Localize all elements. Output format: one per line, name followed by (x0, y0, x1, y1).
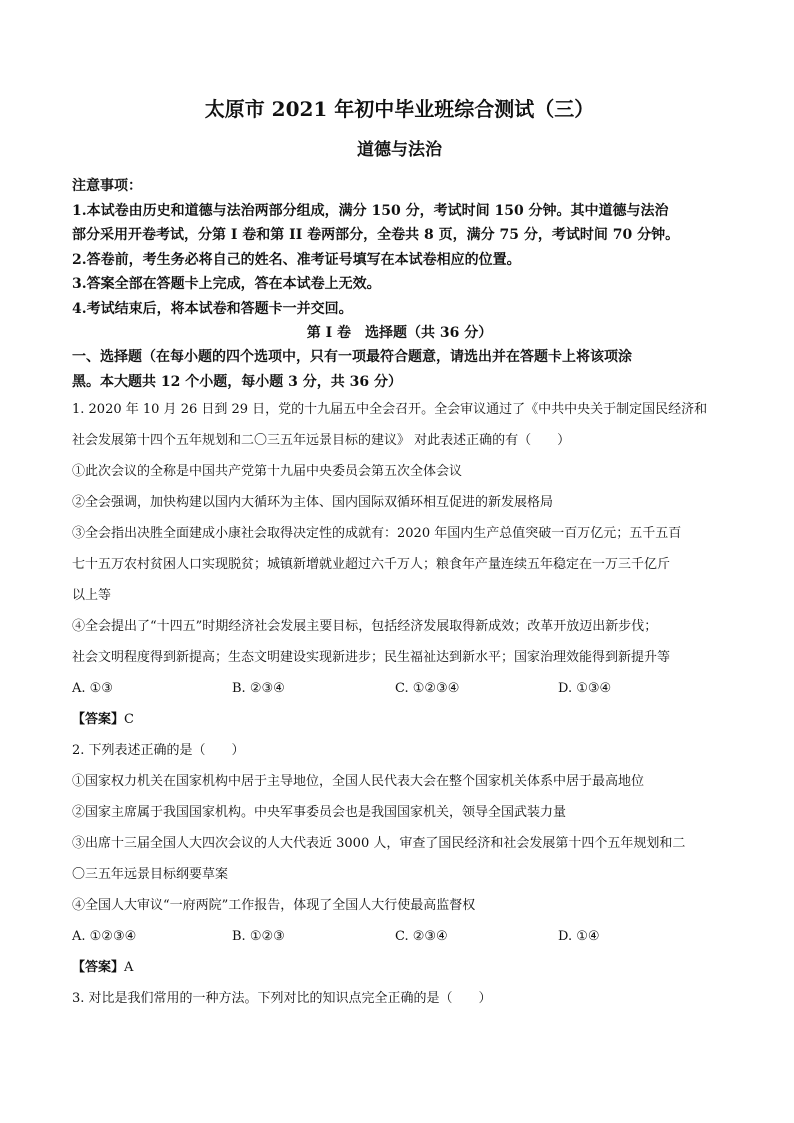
question-2-answer (72, 952, 727, 983)
option-b: B. ②③④ (232, 681, 285, 696)
question-line: ②国家主席属于我国国家机构。中央军事委员会也是我国国家机关，领导全国武装力量 (72, 805, 567, 820)
question-line: ①此次会议的全称是中国共产党第十九届中央委员会第五次全体会议 (72, 464, 463, 479)
exam-page (72, 96, 727, 1014)
section-title: 第 I 卷 选择题（共 36 分） (306, 325, 493, 341)
option-d: D. ①③④ (558, 681, 612, 696)
notice-block (72, 174, 727, 321)
section-instruction (72, 345, 727, 394)
question-2 (72, 735, 727, 921)
answer-value: C (124, 712, 134, 727)
notice-heading: 注意事项： (72, 178, 142, 194)
question-line: ①国家权力机关在国家机构中居于主导地位，全国人民代表大会在整个国家机关体系中居于最高地位 (72, 774, 645, 789)
question-line: 七十五万农村贫困人口实现脱贫；城镇新增就业超过六千万人；粮食年产量连续五年稳定在一万三千亿斤 (72, 557, 671, 572)
question-line: 社会文明程度得到新提高；生态文明建设实现新进步；民生福祉达到新水平；国家治理效能得到新提升等 (72, 650, 671, 665)
option-c: C. ①②③④ (395, 681, 460, 696)
subject-title: 道德与法治 (357, 140, 442, 160)
question-1-options (72, 673, 727, 704)
option-a: A. ①③ (72, 681, 113, 696)
instruction-line: 一、选择题（在每小题的四个选项中，只有一项最符合题意，请选出并在答题卡上将该项涂 (72, 349, 632, 365)
option-a: A. ①②③④ (72, 929, 137, 944)
answer-value: A (124, 960, 134, 975)
question-2-options (72, 921, 727, 952)
question-line: 3. 对比是我们常用的一种方法。下列对比的知识点完全正确的是（ ） (72, 991, 492, 1006)
question-line: ②全会强调，加快构建以国内大循环为主体、国内国际双循环相互促进的新发展格局 (72, 495, 554, 510)
answer-tag: 【答案】 (72, 712, 125, 727)
option-c: C. ②③④ (395, 929, 448, 944)
notice-item: 部分采用开卷考试，分第 I 卷和第 II 卷两部分，全卷共 8 页，满分 75 分，考试时间 70 分钟。 (72, 227, 680, 243)
question-line: 社会发展第十四个五年规划和二〇三五年远景目标的建议》 对此表述正确的有（ ） (72, 433, 571, 448)
notice-item: 2.答卷前，考生务必将自己的姓名、准考证号填写在本试卷相应的位置。 (72, 251, 521, 268)
notice-item: 4.考试结束后，将本试卷和答题卡一并交回。 (72, 300, 353, 317)
question-line: ③全会指出决胜全面建成小康社会取得决定性的成就有：2020 年国内生产总值突破一百万亿元；五千五百 (72, 526, 682, 541)
notice-item: 1.本试卷由历史和道德与法治两部分组成，满分 150 分，考试时间 150 分钟。其中道德与法治 (72, 202, 669, 219)
question-line: ④全会提出了“十四五”时期经济社会发展主要目标，包括经济发展取得新成效；改革开放迈出新步伐； (72, 619, 658, 634)
question-line: 〇三五年远景目标纲要草案 (72, 867, 229, 882)
option-d: D. ①④ (558, 929, 600, 944)
question-line: 以上等 (72, 588, 112, 603)
question-1 (72, 394, 727, 673)
notice-item: 3.答案全部在答题卡上完成，答在本试卷上无效。 (72, 276, 381, 292)
option-b: B. ①②③ (232, 929, 285, 944)
answer-tag: 【答案】 (72, 960, 125, 975)
question-line: 2. 下列表述正确的是（ ） (72, 743, 245, 758)
question-1-answer (72, 704, 727, 735)
instruction-line: 黑。本大题共 12 个小题，每小题 3 分，共 36 分） (72, 373, 402, 390)
question-3 (72, 983, 727, 1014)
question-line: ③出席十三届全国人大四次会议的人大代表近 3000 人，审查了国民经济和社会发展第十四个五年规划和二 (72, 836, 686, 851)
question-line: ④全国人大审议“一府两院”工作报告，体现了全国人大行使最高监督权 (72, 898, 476, 913)
question-line: 1. 2020 年 10 月 26 日到 29 日，党的十九届五中全会召开。全会审议通过了《中共中央关于制定国民经济和 (72, 402, 708, 417)
exam-title: 太原市 2021 年初中毕业班综合测试（三） (204, 97, 595, 121)
